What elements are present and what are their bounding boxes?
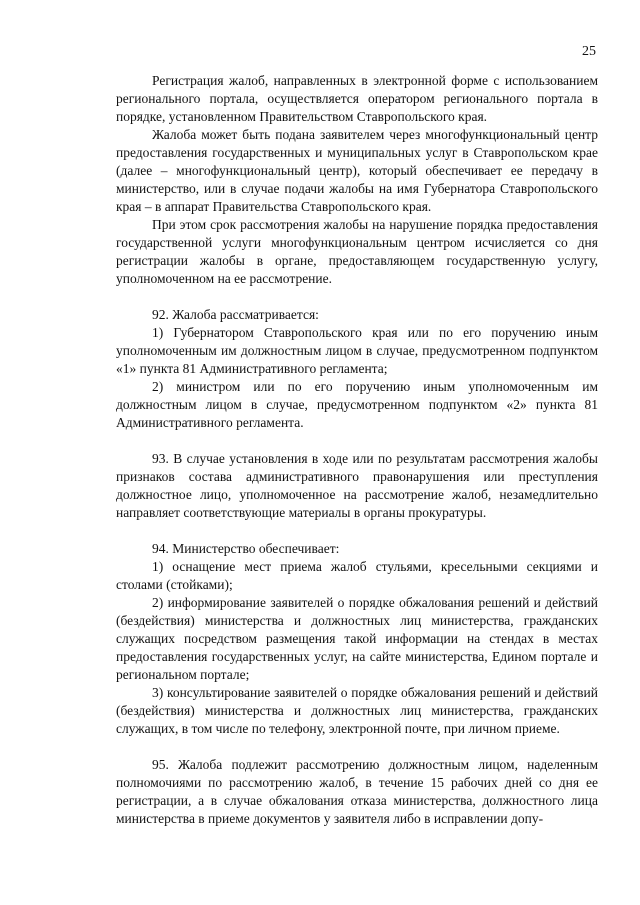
paragraph-95: 95. Жалоба подлежит рассмотрению должностным лицом, наделенным полномочиями по рассмотрению жалоб, в течение 15 рабочих дней со дня ее регистрации, а в случае обжалования отказа министерства, должностного лица министерства в приеме документов у заявителя либо в исправлении допу- <box>116 757 598 826</box>
paragraph-94-item-2: 2) информирование заявителей о порядке обжалования решений и действий (бездействия) министерства и должностных лиц министерства, гражданских служащих посредством размещения такой информации на стендах в местах предоставления государственных услуг, на сайте министерства, Едином портале и региональном портале; <box>116 595 598 682</box>
paragraph-mfc-submission: Жалоба может быть подана заявителем через многофункциональный центр предоставления государственных и муниципальных услуг в Ставропольском крае (далее – многофункциональный центр), который обеспечивает ее передачу в министерство, или в случае подачи жалобы на имя Губернатора Ставропольского края – в аппарат Правительства Ставропольского края. <box>116 127 598 214</box>
page-number: 25 <box>582 44 596 59</box>
paragraph-93: 93. В случае установления в ходе или по результатам рассмотрения жалобы признаков состава административного правонарушения или преступления должностное лицо, уполномоченное на рассмотрение жалоб, незамедлительно направляет соответствующие материалы в органы прокуратуры. <box>116 451 598 520</box>
paragraph-94-item-3: 3) консультирование заявителей о порядке обжалования решений и действий (бездействия) министерства и должностных лиц министерства, гражданских служащих, в том числе по телефону, электронной почте, при личном приеме. <box>116 685 598 736</box>
section-gap <box>116 522 598 540</box>
paragraph-92-heading: 92. Жалоба рассматривается: <box>152 307 319 322</box>
paragraph-94-heading: 94. Министерство обеспечивает: <box>152 541 340 556</box>
document-body <box>116 72 598 828</box>
paragraph-92-item-1: 1) Губернатором Ставропольского края или по его поручению иным уполномоченным им должностным лицом в случае, предусмотренном подпунктом «1» пункта 81 Административного регламента; <box>116 325 598 376</box>
section-gap <box>116 738 598 756</box>
paragraph-review-term: При этом срок рассмотрения жалобы на нарушение порядка предоставления государственной услуги многофункциональным центром исчисляется со дня регистрации жалобы в органе, предоставляющем государственную услугу, уполномоченном на ее рассмотрение. <box>116 217 598 286</box>
section-gap <box>116 288 598 306</box>
paragraph-92-item-2: 2) министром или по его поручению иным уполномоченным им должностным лицом в случае, предусмотренном подпунктом «2» пункта 81 Административного регламента. <box>116 379 598 430</box>
paragraph-registration: Регистрация жалоб, направленных в электронной форме с использованием регионального портала, осуществляется оператором регионального портала в порядке, установленном Правительством Ставропольского края. <box>116 73 598 124</box>
section-gap <box>116 432 598 450</box>
paragraph-94-item-1: 1) оснащение мест приема жалоб стульями, кресельными секциями и столами (стойками); <box>116 559 598 592</box>
